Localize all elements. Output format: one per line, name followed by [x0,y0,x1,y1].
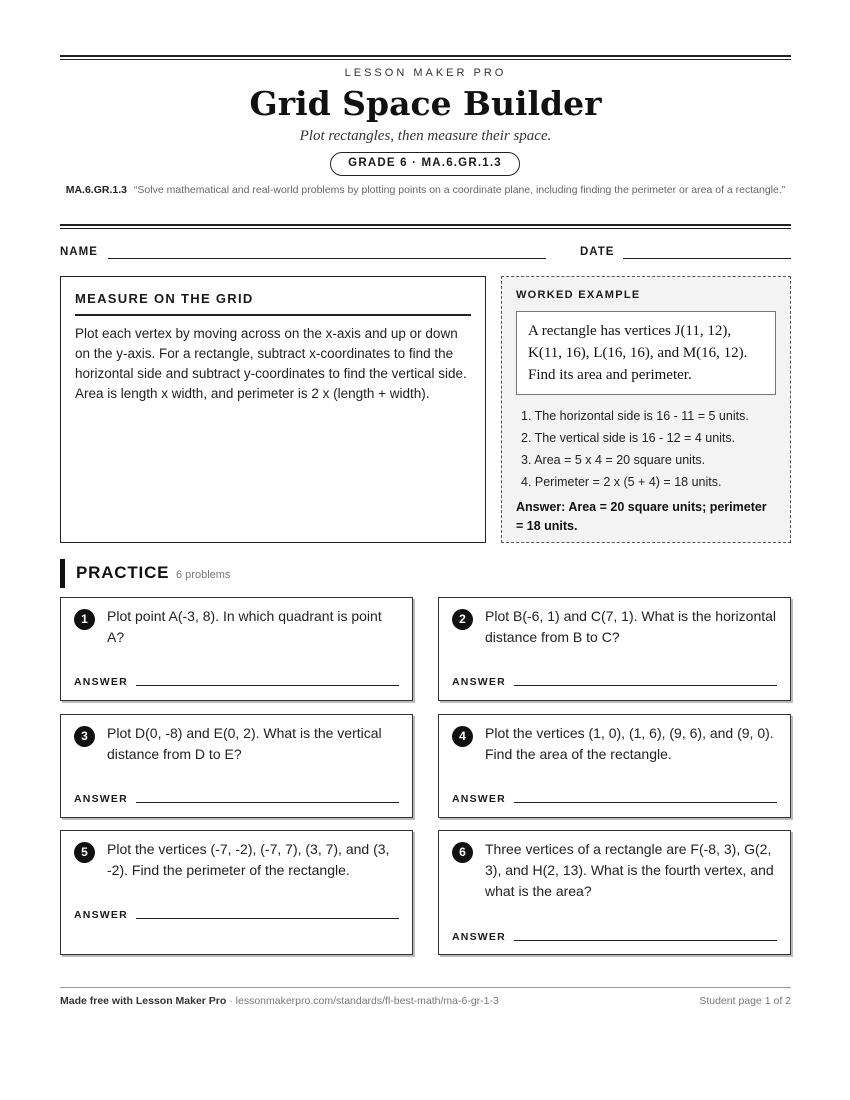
practice-count: 6 problems [176,569,231,581]
name-label: NAME [60,246,98,258]
header-bottom-rule [60,224,791,229]
answer-label: ANSWER [452,676,506,688]
answer-line[interactable] [136,802,399,803]
measure-title: MEASURE ON THE GRID [75,291,471,316]
footer-url[interactable]: lessonmakerpro.com/standards/fl-best-math/ma-6-gr-1-3 [235,995,499,1007]
practice-accent-bar [60,559,65,588]
answer-line[interactable] [514,802,777,803]
standard-code: MA.6.GR.1.3 [65,184,127,196]
worked-example-answer: Answer: Area = 20 square units; perimeter = 18 units. [516,500,767,533]
footer-rule [60,987,791,988]
name-field-line[interactable] [108,258,546,259]
worked-step: 1. The horizontal side is 16 - 11 = 5 units. [521,409,749,423]
worked-step: 3. Area = 5 x 4 = 20 square units. [521,453,706,467]
worked-step: 2. The vertical side is 16 - 12 = 4 units. [521,431,736,445]
problem-card-3 [60,714,413,818]
name-date-row [60,246,791,262]
problem-number-badge: 2 [452,609,473,630]
footer-separator: · [226,995,236,1007]
standard-text: “Solve mathematical and real-world problems by plotting points on a coordinate plane, including finding the perimeter or area of a rectangle.” [133,184,786,196]
problem-number-badge: 4 [452,726,473,747]
footer-page-number: Student page 1 of 2 [699,995,791,1007]
page-subtitle: Plot rectangles, then measure their space. [299,128,552,144]
problem-card-4 [438,714,791,818]
problem-number-badge: 5 [74,842,95,863]
answer-label: ANSWER [452,793,506,805]
problem-number-badge: 3 [74,726,95,747]
answer-line[interactable] [136,685,399,686]
header-top-rule [60,55,791,60]
measure-on-grid-box [60,276,486,543]
problem-card-1 [60,597,413,701]
worksheet-page [60,0,791,1100]
problem-text: Plot point A(-3, 8). In which quadrant is point A? [107,608,382,645]
problem-text: Plot B(-6, 1) and C(7, 1). What is the horizontal distance from B to C? [485,608,777,645]
problem-card-2 [438,597,791,701]
brand-name: LESSON MAKER PRO [344,67,507,79]
page-title: Grid Space Builder [249,84,602,123]
problem-text: Three vertices of a rectangle are F(-8, 3), G(2, 3), and H(2, 13). What is the fourth vertex, and what is the area? [485,841,774,899]
answer-line[interactable] [514,685,777,686]
answer-label: ANSWER [74,793,128,805]
problem-card-5 [60,830,413,955]
measure-body: Plot each vertex by moving across on the x-axis and up or down on the y-axis. For a rectangle, subtract x-coordinates to find the horizontal side and subtract y-coordinates to find the vertical side. Area is length x width, and perimeter is 2 x (length + width). [75,326,467,401]
problem-text: Plot the vertices (1, 0), (1, 6), (9, 6), and (9, 0). Find the area of the rectangle. [485,725,774,762]
problem-number-badge: 6 [452,842,473,863]
problem-text: Plot the vertices (-7, -2), (-7, 7), (3, 7), and (3, -2). Find the perimeter of the rectangle. [107,841,390,878]
worked-example-problem: A rectangle has vertices J(11, 12), K(11, 16), L(16, 16), and M(16, 12). Find its area and perimeter. [516,311,776,395]
worked-example-steps [516,405,776,493]
problem-card-6 [438,830,791,955]
grade-badge: GRADE 6 · MA.6.GR.1.3 [330,152,520,176]
footer-made-with: Made free with Lesson Maker Pro [60,995,227,1007]
problem-number-badge: 1 [74,609,95,630]
worked-step: 4. Perimeter = 2 x (5 + 4) = 18 units. [521,475,722,489]
date-field-line[interactable] [623,258,791,259]
practice-title: PRACTICE [76,563,170,582]
answer-label: ANSWER [452,931,506,943]
date-label: DATE [580,246,615,258]
worked-example-title: WORKED EXAMPLE [516,289,641,301]
worked-example-box [501,276,791,543]
answer-line[interactable] [136,918,399,919]
answer-line[interactable] [514,940,777,941]
answer-label: ANSWER [74,676,128,688]
answer-label: ANSWER [74,909,128,921]
standard-statement [60,182,791,198]
footer-credit [60,995,499,1007]
problem-text: Plot D(0, -8) and E(0, 2). What is the vertical distance from D to E? [107,725,382,762]
